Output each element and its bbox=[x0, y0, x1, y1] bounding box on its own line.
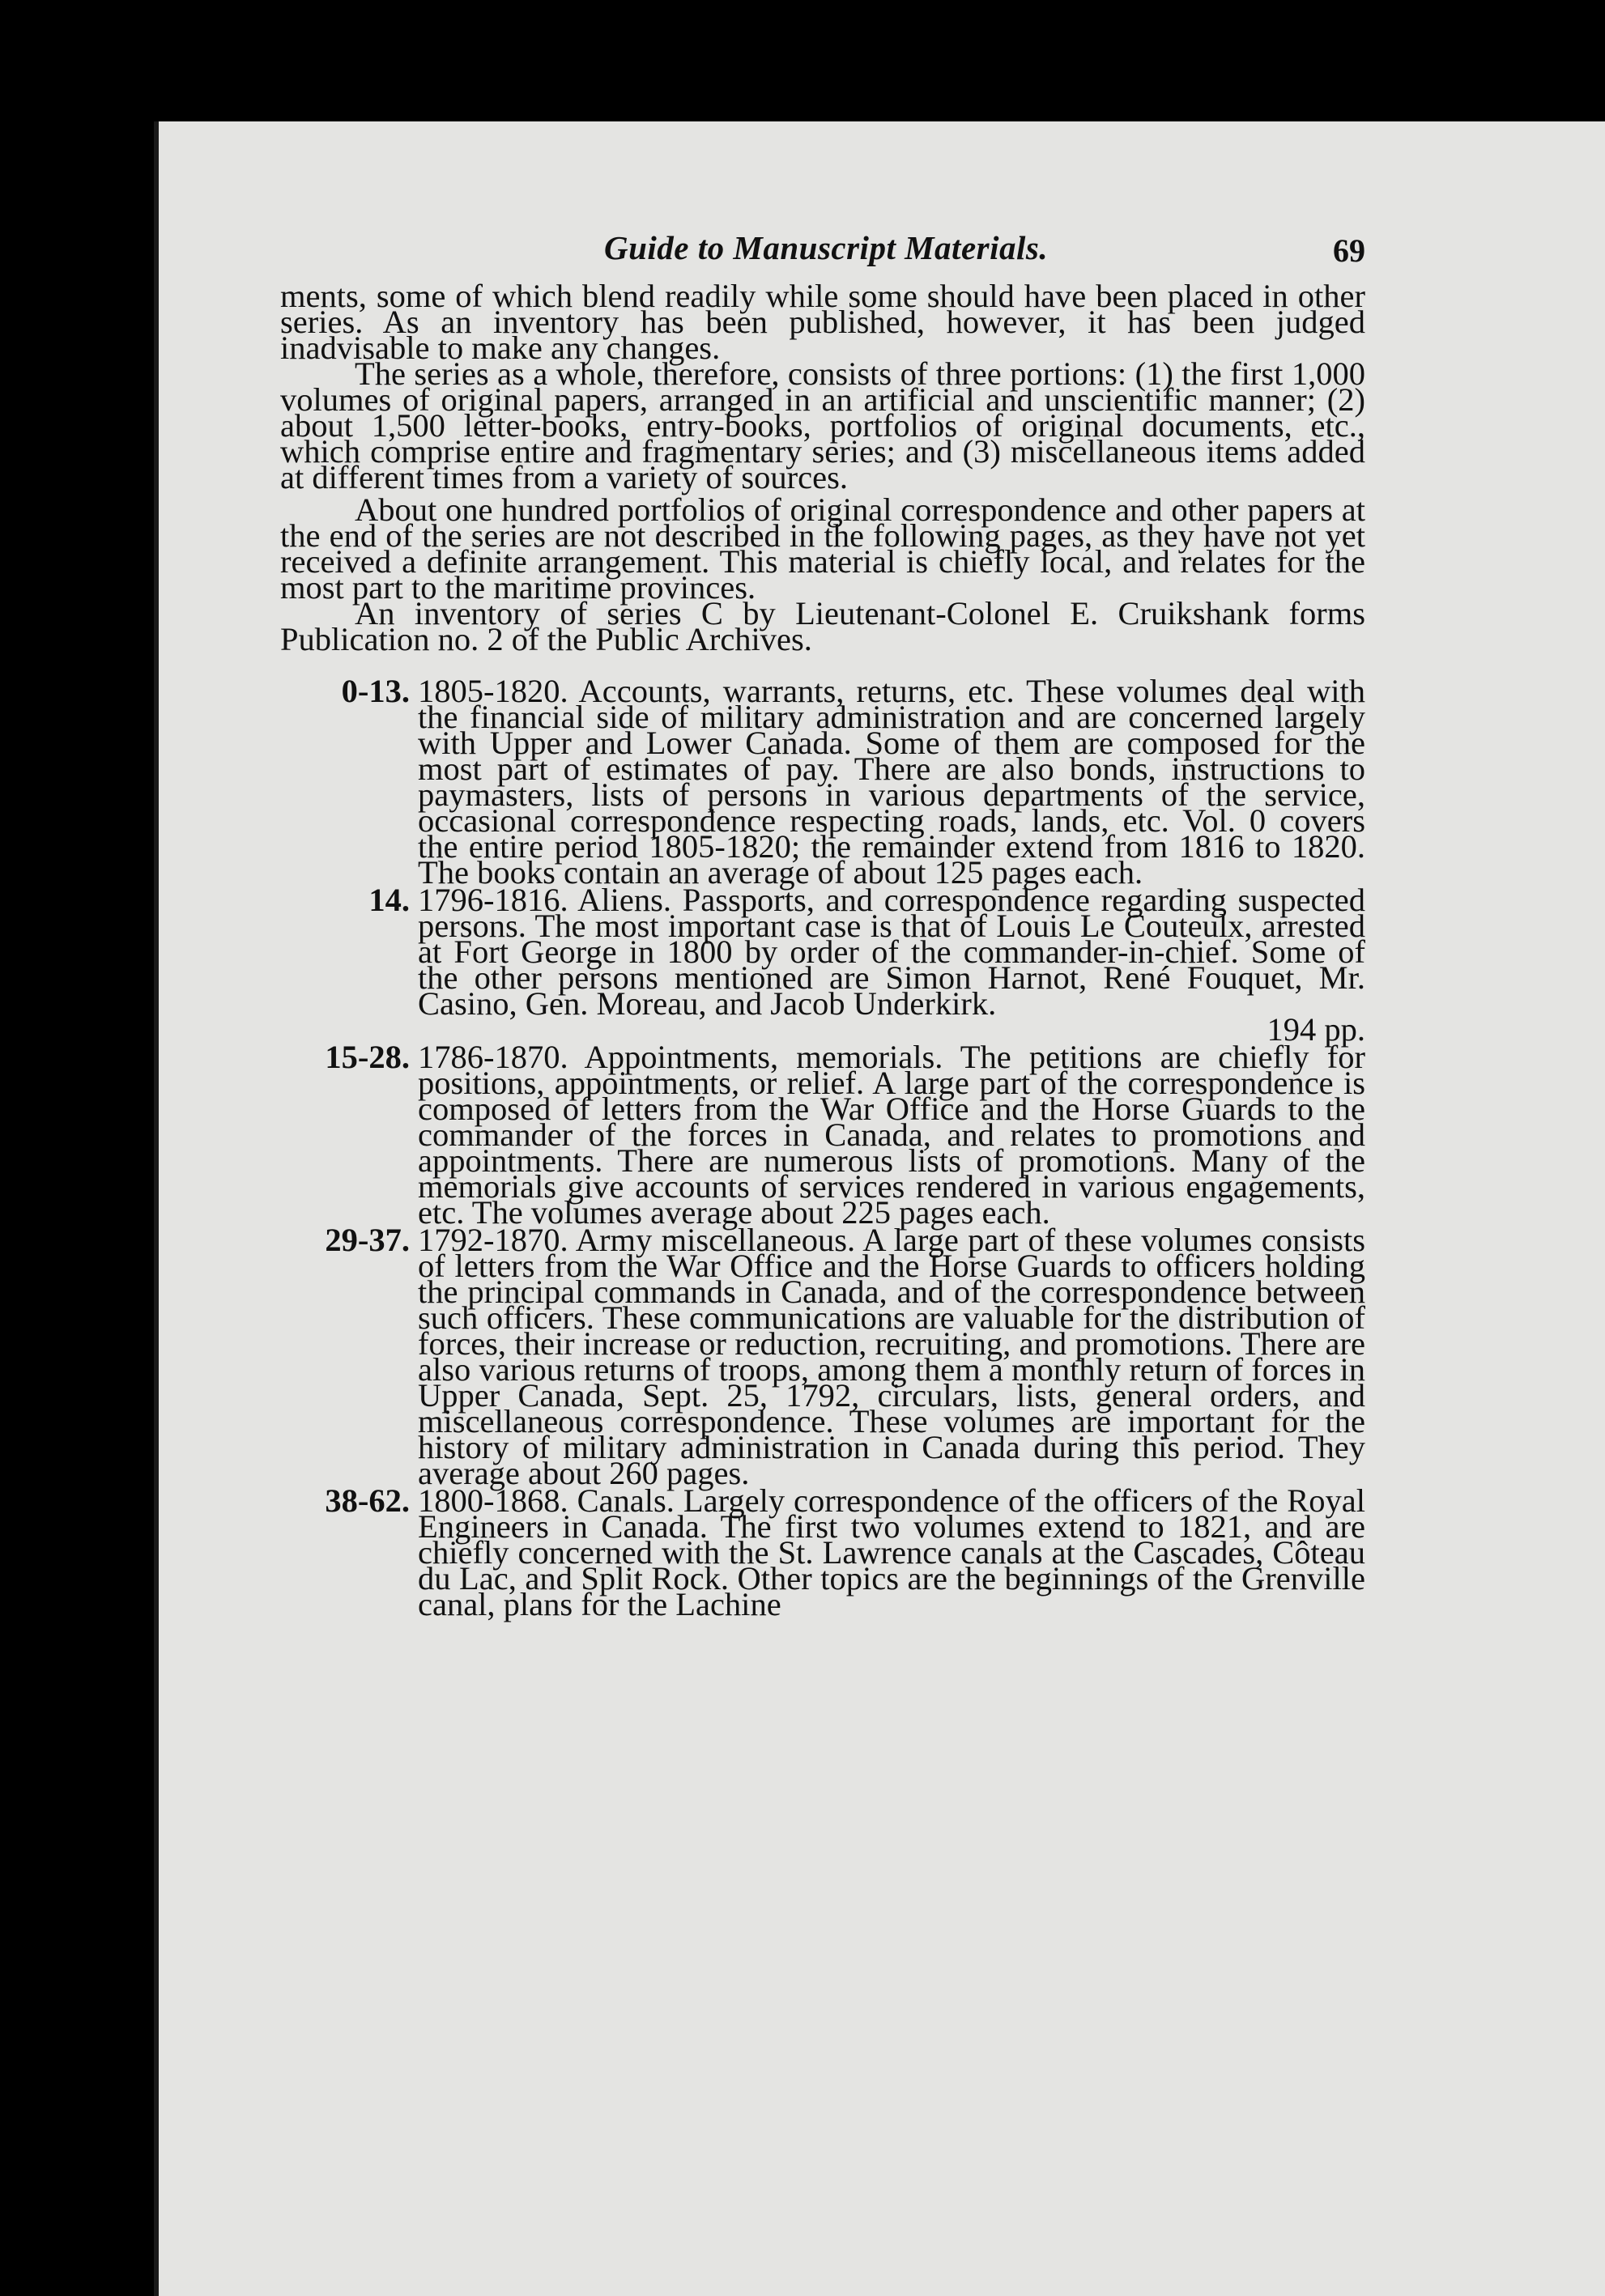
entry-page-count: 194 pp. bbox=[1267, 1011, 1365, 1048]
scanned-page bbox=[154, 121, 1605, 2296]
running-title: Guide to Manuscript Materials. bbox=[604, 229, 1049, 266]
entry-0-13 bbox=[280, 673, 1365, 891]
entry-text: 1796-1816. Aliens. Passports, and correspondence regarding suspected persons. The most important case is that of Louis Le Couteulx, arrested at Fort George in 1800 by order of the commander-in-chief. Some of the other persons mentioned are Simon Harnot, René Fouquet, Mr. Casino, Gen. Moreau, and Jacob Underkirk. bbox=[418, 882, 1365, 1022]
entry-text: 1800-1868. Canals. Largely correspondence of the officers of the Royal Engineers in Canada. The first two volumes extend to 1821, and are chiefly concerned with the St. Lawrence canals at the Cascades, Côteau du Lac, and Split Rock. Other topics are the beginnings of the Grenville canal, plans for the Lachine bbox=[418, 1482, 1365, 1622]
entry-15-28 bbox=[280, 1039, 1365, 1231]
entry-text: 1805-1820. Accounts, warrants, returns, etc. These volumes deal with the financial side of military administration and are concerned largely with Upper and Lower Canada. Some of them are composed for the most part of estimates of pay. There are also bonds, instructions to paymasters, lists of persons in various departments of the service, occasional correspondence respecting roads, lands, etc. Vol. 0 covers the entire period 1805-1820; the remainder extend from 1816 to 1820. The books contain an average of about 125 pages each. bbox=[418, 673, 1365, 891]
volume-entries bbox=[280, 673, 1365, 1622]
entry-number: 0-13. bbox=[341, 673, 410, 709]
paragraph-portfolios: About one hundred portfolios of original correspondence and other papers at the end of the series are not described in the following pages, as they have not yet received a definite arrangement. This material is chiefly local, and relates for the most part to the maritime provinces. bbox=[280, 491, 1365, 606]
entry-text: 1792-1870. Army miscellaneous. A large part of these volumes consists of letters from the War Office and the Horse Guards to officers holding the principal commands in Canada, and of the correspondence between such officers. These communications are valuable for the distribution of forces, their increase or reduction, recruiting, and promotions. There are also various returns of troops, among them a monthly return of forces in Upper Canada, Sept. 25, 1792, circulars, lists, general orders, and miscellaneous correspondence. These volumes are important for the history of military administration in Canada during this period. They average about 260 pages. bbox=[418, 1222, 1365, 1491]
page-number: 69 bbox=[1333, 232, 1365, 269]
paragraph-inventory: An inventory of series C by Lieutenant-Colonel E. Cruikshank forms Publication no. 2 of the Public Archives. bbox=[280, 595, 1365, 657]
entry-number: 15-28. bbox=[325, 1039, 410, 1075]
entry-number: 38-62. bbox=[325, 1482, 410, 1519]
entry-38-62 bbox=[280, 1482, 1365, 1622]
paragraph-continued: ments, some of which blend readily while some should have been placed in other series. As an inventory has been published, however, it has been judged inadvisable to make any changes. bbox=[280, 278, 1365, 366]
page-header bbox=[280, 229, 1365, 283]
paragraph-series-portions: The series as a whole, therefore, consists of three portions: (1) the first 1,000 volumes of original papers, arranged in an artificial and unscientific manner; (2) about 1,500 letter-books, entry-books, portfolios of original documents, etc., which comprise entire and fragmentary series; and (3) miscellaneous items added at different times from a variety of sources. bbox=[280, 355, 1365, 495]
page-content bbox=[280, 229, 1365, 1622]
entry-number: 29-37. bbox=[325, 1222, 410, 1258]
entry-text: 1786-1870. Appointments, memorials. The petitions are chiefly for positions, appointments, or relief. A large part of the correspondence is composed of letters from the War Office and the Horse Guards to the commander of the forces in Canada, and relates to promotions and appointments. There are numerous lists of promotions. Many of the memorials give accounts of services rendered in various engagements, etc. The volumes average about 225 pages each. bbox=[418, 1039, 1365, 1231]
entry-29-37 bbox=[280, 1222, 1365, 1491]
entry-14 bbox=[280, 882, 1365, 1048]
entry-number: 14. bbox=[368, 882, 410, 918]
